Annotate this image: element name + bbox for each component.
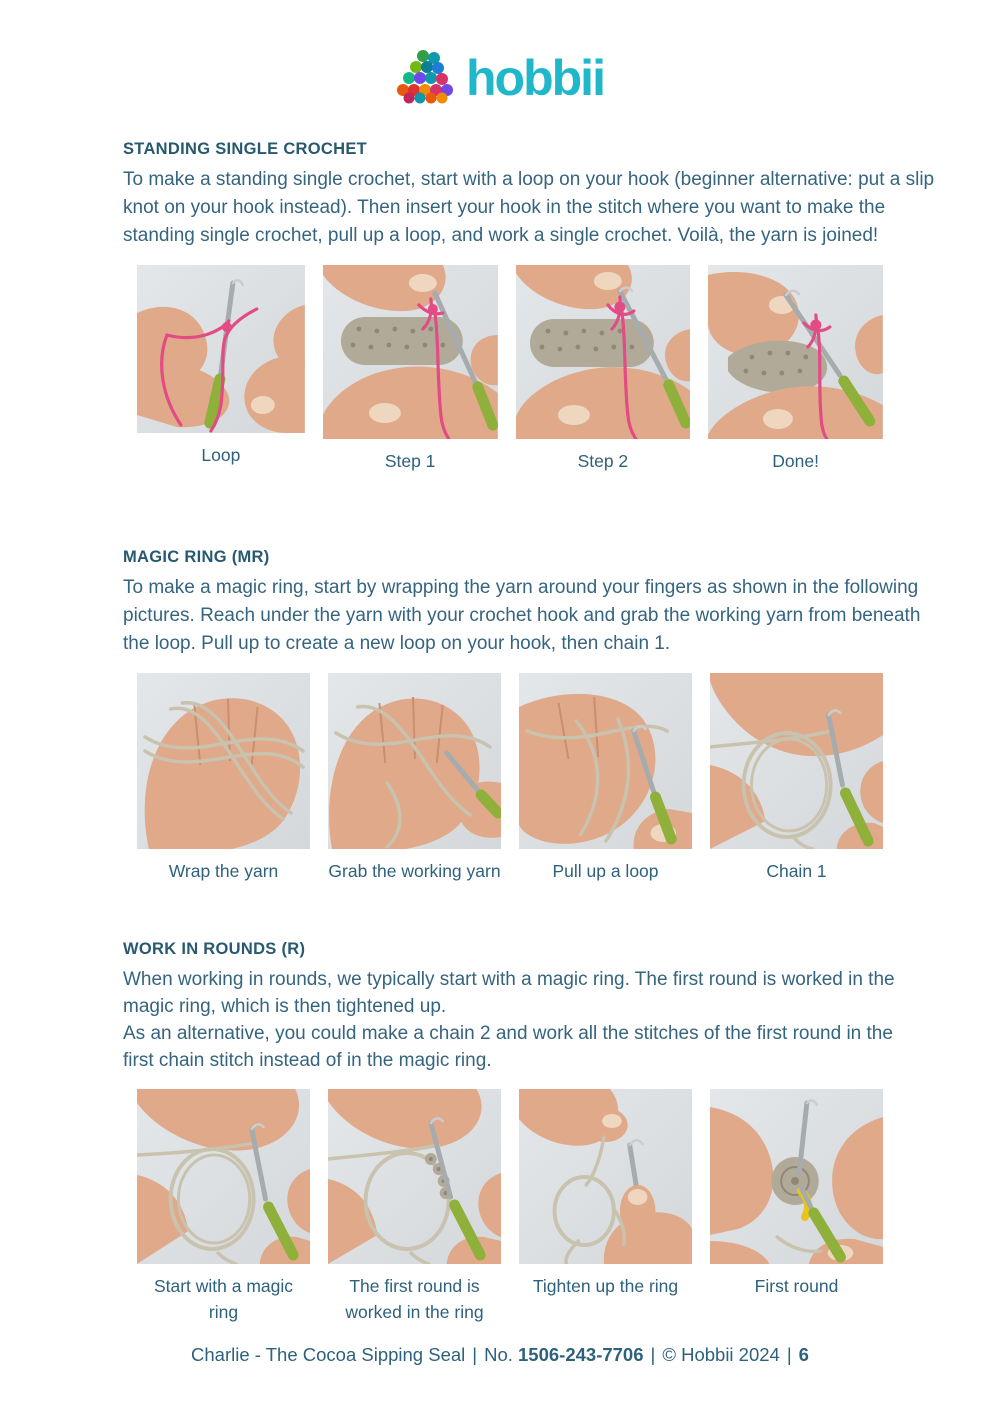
photo-tighten-ring xyxy=(519,1089,692,1325)
body-line: first chain stitch instead of in the magic ring. xyxy=(123,1050,492,1071)
photo-pull-loop xyxy=(519,673,692,884)
footer-separator: | xyxy=(650,1344,656,1365)
section-body xyxy=(123,574,921,658)
body-line: To make a magic ring, start by wrapping the yarn around your fingers as shown in the following xyxy=(123,577,919,598)
photo-illustration-tighten xyxy=(519,1089,692,1264)
body-line: knot on your hook instead). Then insert your hook in the stitch where you want to make the xyxy=(123,197,886,218)
photo-illustration-step1 xyxy=(323,265,498,439)
footer-page-number: 6 xyxy=(798,1344,809,1365)
photo-start-magic-ring xyxy=(137,1089,310,1325)
photo-step2 xyxy=(516,265,691,474)
section-work-in-rounds xyxy=(123,938,895,1325)
footer-separator: | xyxy=(472,1344,478,1365)
photo-illustration-chain1 xyxy=(710,673,883,849)
body-line: the loop. Pull up to create a new loop on your hook, then chain 1. xyxy=(123,633,671,654)
photo-caption: Chain 1 xyxy=(766,861,827,881)
photo-illustration-pull-loop xyxy=(519,673,692,849)
photo-done xyxy=(708,265,883,474)
footer-copyright: © Hobbii 2024 xyxy=(662,1344,780,1365)
photo-caption: Step 1 xyxy=(384,451,436,471)
photo-caption: Loop xyxy=(201,445,241,465)
footer-separator: | xyxy=(786,1344,792,1365)
section-heading: STANDING SINGLE CROCHET xyxy=(123,140,368,158)
photo-chain1 xyxy=(710,673,883,884)
footer-pattern-number: 1506-243-7706 xyxy=(518,1344,644,1365)
body-line: standing single crochet, pull up a loop, and work a single crochet. Voilà, the yarn is joined! xyxy=(123,225,879,246)
photo-illustration-step2 xyxy=(516,265,691,439)
section-body xyxy=(123,966,895,1074)
photo-caption: Pull up a loop xyxy=(552,861,659,881)
photo-caption: The first round is worked in the ring xyxy=(345,1276,484,1322)
body-line: magic ring, which is then tightened up. xyxy=(123,996,447,1017)
photo-illustration-loop xyxy=(137,265,305,433)
body-line: As an alternative, you could make a chain 2 and work all the stitches of the first round in the xyxy=(123,1023,893,1044)
photo-caption: Wrap the yarn xyxy=(168,861,279,881)
section-heading: WORK IN ROUNDS (R) xyxy=(123,940,306,958)
footer-number-label: No. xyxy=(484,1344,513,1365)
section-heading: MAGIC RING (MR) xyxy=(123,548,270,566)
photo-loop xyxy=(137,265,305,474)
section-standing-single-crochet xyxy=(123,138,935,474)
photo-caption: Done! xyxy=(772,451,819,471)
section-magic-ring xyxy=(123,546,921,884)
photo-caption: Step 2 xyxy=(577,451,629,471)
photo-illustration-wrap-yarn xyxy=(137,673,310,849)
logo xyxy=(0,0,1000,104)
photo-row-magic-ring xyxy=(137,673,883,884)
photo-caption: Tighten up the ring xyxy=(532,1276,679,1296)
logo-wordmark: hobbii xyxy=(466,50,604,106)
photo-first-round xyxy=(710,1089,883,1325)
footer-pattern-title: Charlie - The Cocoa Sipping Seal xyxy=(191,1344,466,1365)
photo-illustration-start-ring xyxy=(137,1089,310,1264)
photo-row-rounds xyxy=(137,1089,883,1325)
photo-wrap-yarn xyxy=(137,673,310,884)
body-line: When working in rounds, we typically start with a magic ring. The first round is worked in the xyxy=(123,969,895,990)
photo-illustration-round-in-ring xyxy=(328,1089,501,1264)
photo-illustration-grab-yarn xyxy=(328,673,501,849)
body-line: pictures. Reach under the yarn with your crochet hook and grab the working yarn from beneath xyxy=(123,605,921,626)
photo-grab-yarn xyxy=(328,673,501,884)
photo-caption: First round xyxy=(754,1276,839,1296)
section-body xyxy=(123,166,935,250)
photo-illustration-first-round xyxy=(710,1089,883,1264)
body-line: To make a standing single crochet, start with a loop on your hook (beginner alternative: put a slip xyxy=(123,169,935,190)
photo-step1 xyxy=(323,265,498,474)
photo-first-round-in-ring xyxy=(328,1089,501,1325)
page-footer xyxy=(0,1344,1000,1366)
photo-caption: Grab the working yarn xyxy=(328,861,501,881)
photo-illustration-done xyxy=(708,265,883,439)
yarn-pyramid-logo-icon xyxy=(396,48,458,104)
photo-row-standing xyxy=(137,265,883,474)
photo-caption: Start with a magic ring xyxy=(153,1276,294,1322)
